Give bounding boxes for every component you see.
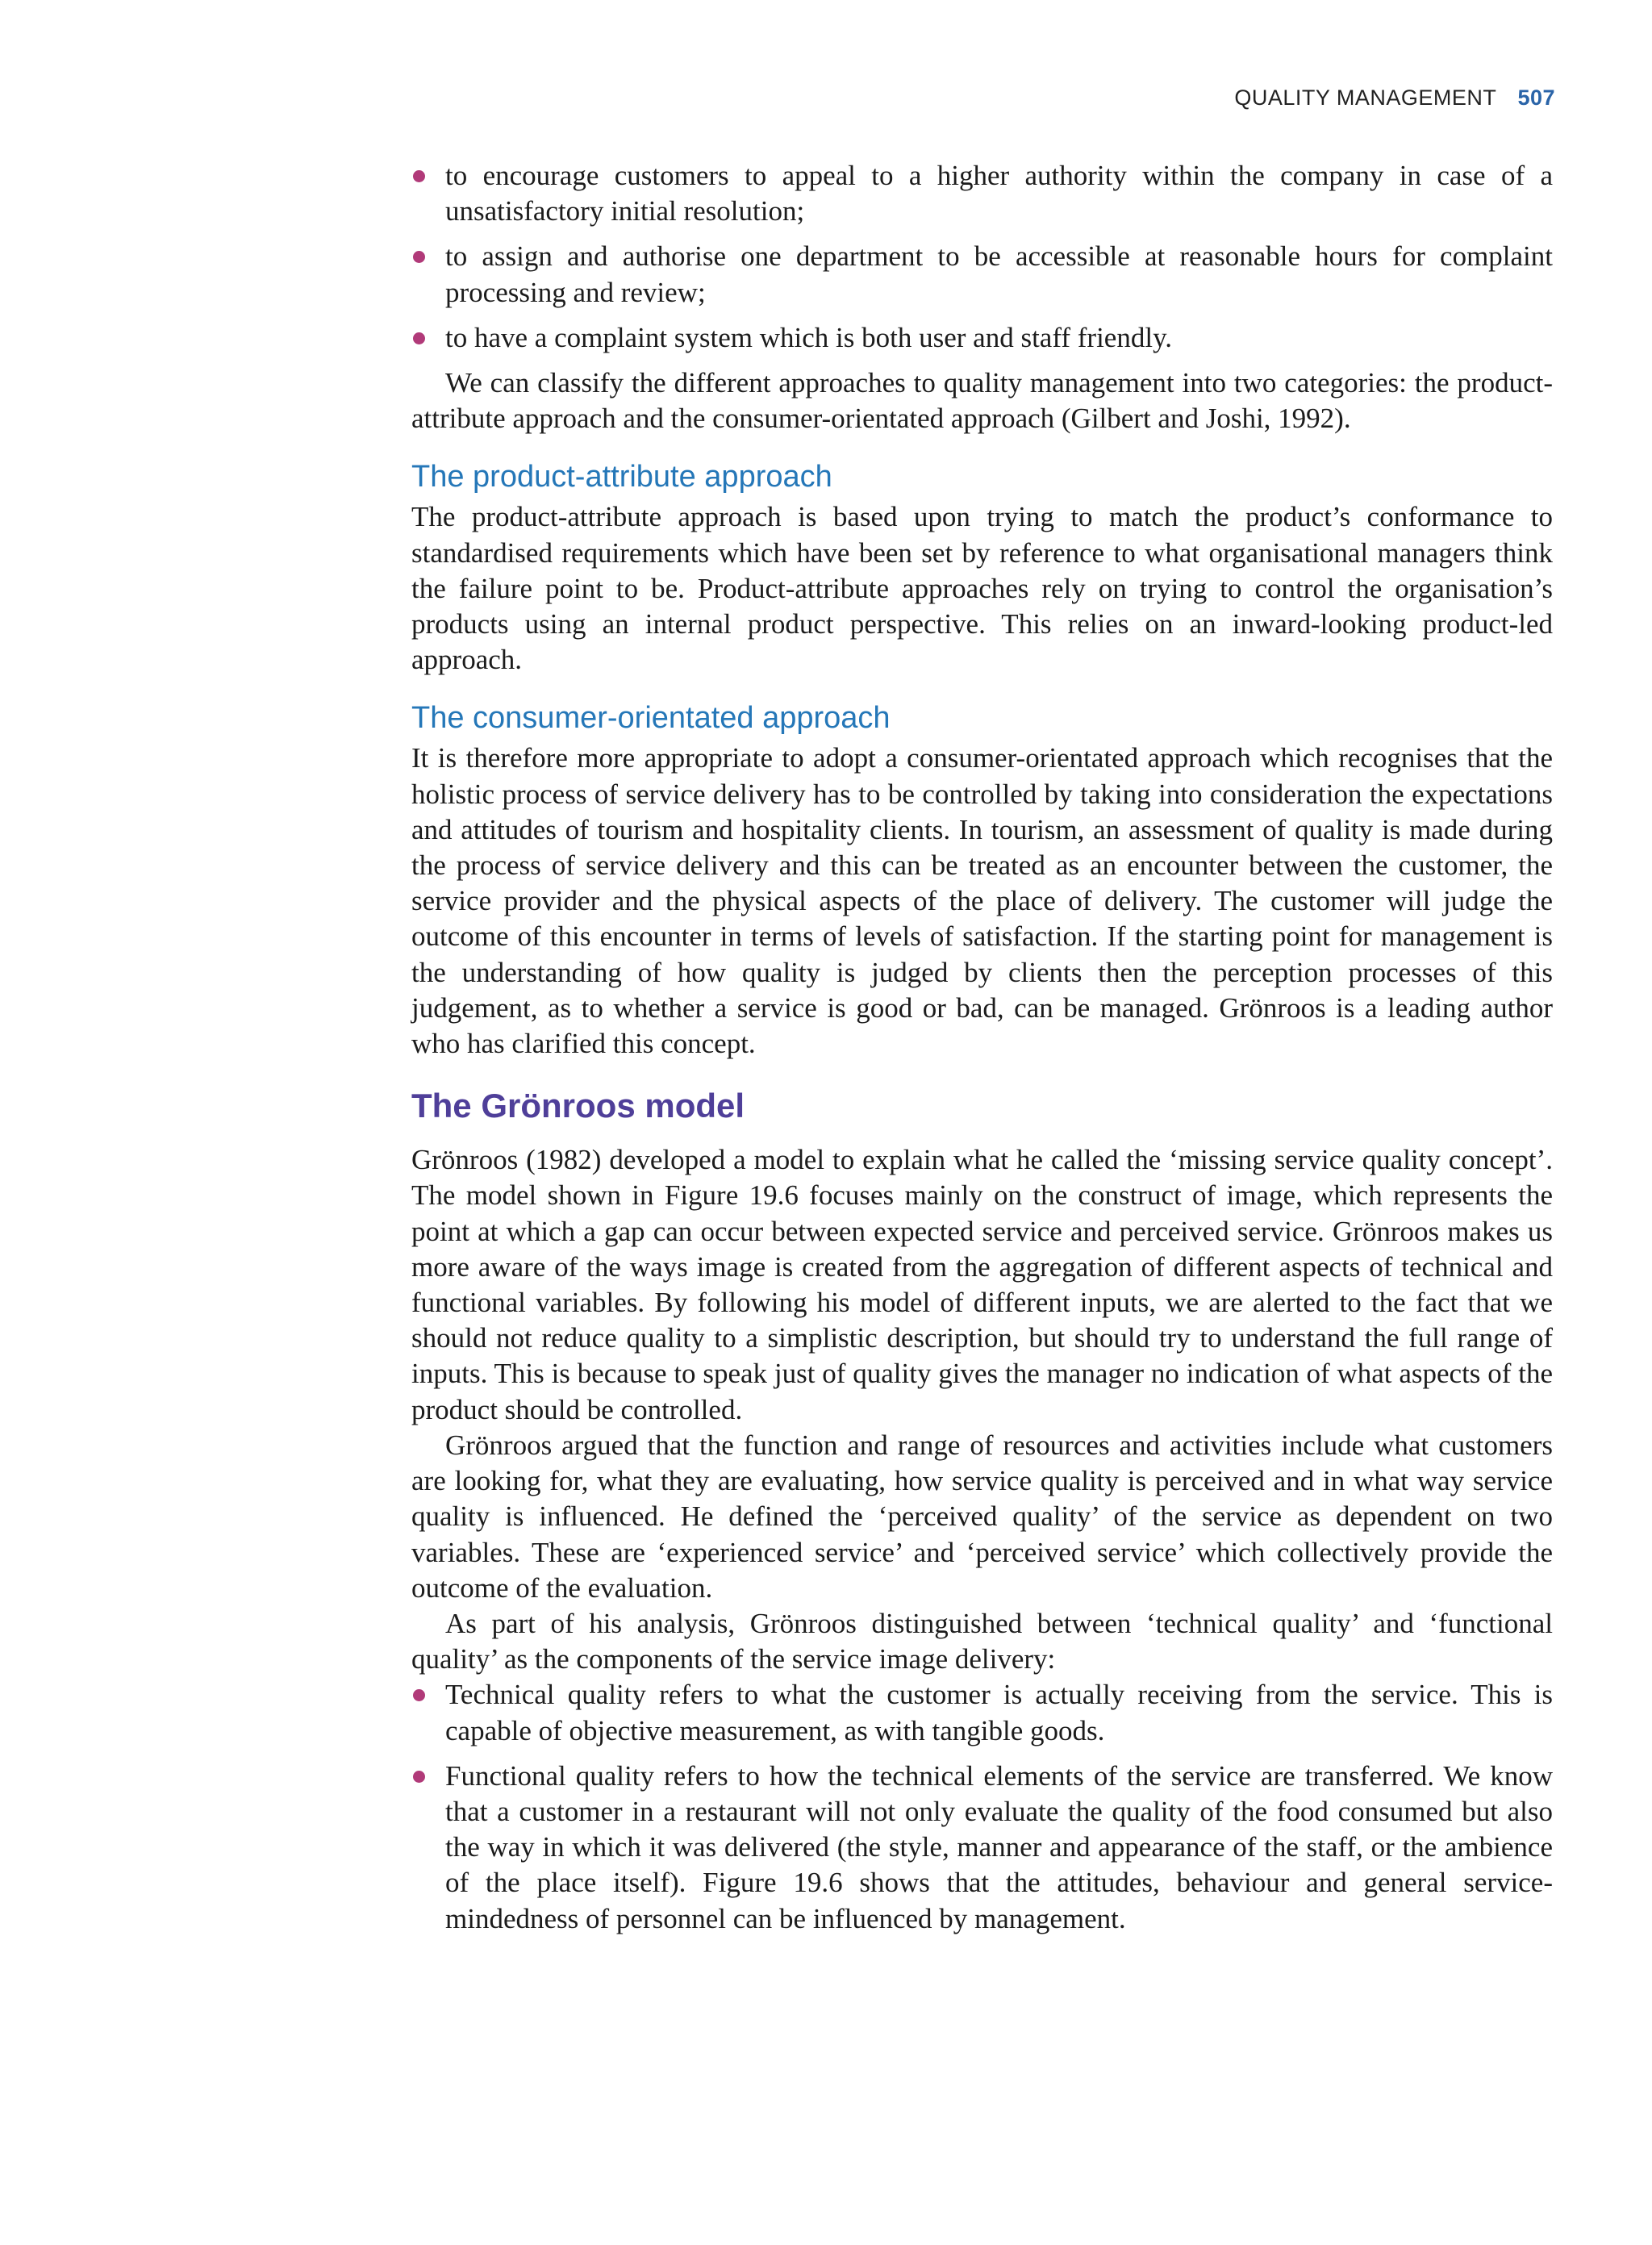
gronroos-paragraph-1: Grönroos (1982) developed a model to explain what he called the ‘missing service quality concept’. The model shown in Figure 19.6 focuses mainly on the construct of image, which represents the point at which a gap can occur between expected service and perceived service. Grönroos makes us more aware of the ways image is created from the aggregation of different aspects of technical and functional variables. By following his model of different inputs, we are alerted to the fact that we should not reduce quality to a simplistic description, but should try to understand the full range of inputs. This is because to speak just of quality gives the manager no indication of what aspects of the product should be controlled.	[411, 1144, 1553, 1425]
page-body	[411, 158, 1553, 1947]
bullet-icon	[413, 332, 425, 344]
consumer-orientated-paragraph: It is therefore more appropriate to adopt a consumer-orientated approach which recognises that the holistic process of service delivery has to be controlled by taking into consideration the expectations and attitudes of tourism and hospitality clients. In tourism, an assessment of quality is made during the process of service delivery and this can be treated as an encounter between the customer, the service provider and the physical aspects of the place of delivery. The customer will judge the outcome of this encounter in terms of levels of satisfaction. If the starting point for management is the understanding of how quality is judged by clients then the perception processes of this judgement, as to whether a service is good or bad, can be managed. Grönroos is a leading author who has clarified this concept.	[411, 742, 1553, 1060]
intro-paragraph: We can classify the different approaches to quality management into two categories: the product-attribute approach and the consumer-orientated approach (Gilbert and Joshi, 1992).	[411, 367, 1553, 435]
list-item-text: to have a complaint system which is both user and staff friendly.	[445, 321, 1173, 353]
page-number: 507	[1517, 86, 1555, 110]
list-item	[411, 158, 1553, 229]
list-item-text: Functional quality refers to how the technical elements of the service are transferred. We know that a customer in a restaurant will not only evaluate the quality of the food consumed but also the way in which it was delivered (the style, manner and appearance of the staff, or the ambience of the place itself). Figure 19.6 shows that the attitudes, behaviour and general service-mindedness of personnel can be influenced by management.	[445, 1759, 1553, 1934]
bullet-icon	[413, 251, 425, 263]
gronroos-model-heading: The Grönroos model	[411, 1087, 745, 1125]
list-item	[411, 1759, 1553, 1937]
bullet-icon	[413, 1771, 425, 1783]
intro-bullet-list	[411, 158, 1553, 356]
gronroos-paragraph-3: As part of his analysis, Grönroos distinguished between ‘technical quality’ and ‘functional quality’ as the components of the service image delivery:	[411, 1607, 1553, 1675]
bullet-icon	[413, 1689, 425, 1701]
gronroos-paragraph-2: Grönroos argued that the function and range of resources and activities include what customers are looking for, what they are evaluating, how service quality is perceived and in what way service quality is influenced. He defined the ‘perceived quality’ of the service as dependent on two variables. These are ‘experienced service’ and ‘perceived service’ which collectively provide the outcome of the evaluation.	[411, 1429, 1553, 1604]
quality-components-list	[411, 1677, 1553, 1936]
bullet-icon	[413, 170, 425, 182]
list-item	[411, 239, 1553, 310]
running-header	[1234, 86, 1555, 111]
list-item	[411, 1677, 1553, 1748]
list-item	[411, 320, 1553, 356]
product-attribute-heading: The product-attribute approach	[411, 460, 832, 494]
list-item-text: Technical quality refers to what the customer is actually receiving from the service. This is capable of objective measurement, as with tangible goods.	[445, 1679, 1553, 1746]
list-item-text: to encourage customers to appeal to a higher authority within the company in case of a unsatisfactory initial resolution;	[445, 160, 1553, 227]
list-item-text: to assign and authorise one department to be accessible at reasonable hours for complaint processing and review;	[445, 240, 1553, 308]
product-attribute-paragraph: The product-attribute approach is based upon trying to match the product’s conformance to standardised requirements which have been set by reference to what organisational managers think the failure point to be. Product-attribute approaches rely on trying to control the organisation’s products using an internal product perspective. This relies on an inward-looking product-led approach.	[411, 501, 1553, 676]
consumer-orientated-heading: The consumer-orientated approach	[411, 701, 891, 736]
running-header-title: QUALITY MANAGEMENT	[1234, 86, 1497, 110]
